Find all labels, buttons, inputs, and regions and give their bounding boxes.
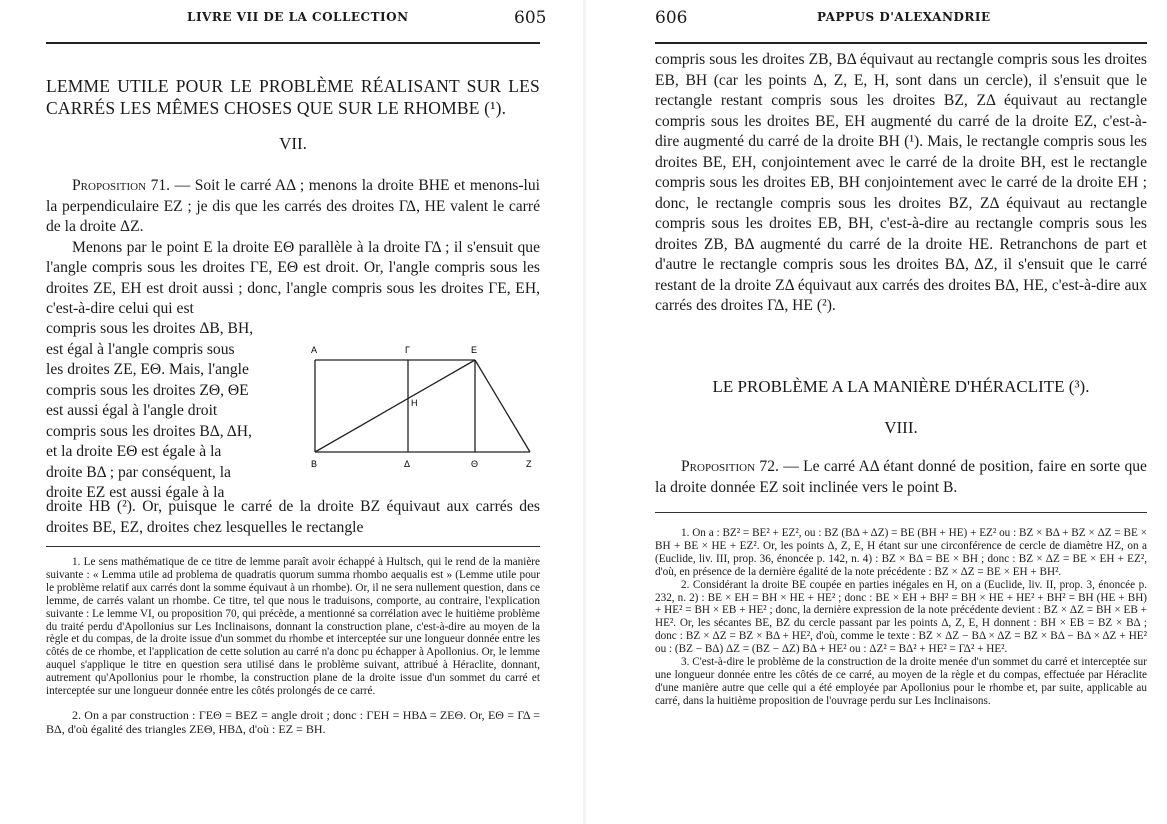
right-text-top (655, 50, 1147, 317)
running-head-left: LIVRE VII DE LA COLLECTION (187, 10, 409, 24)
section-number-vii: VII. (279, 134, 307, 153)
label-e: E (471, 345, 478, 355)
label-z: Z (526, 459, 532, 469)
left-text-bottom (46, 497, 540, 538)
wrap-line: les droites ZE, EΘ. Mais, l'angle (46, 361, 249, 378)
prop-71-label: Proposition 71. (72, 177, 171, 194)
wrap-line: et la droite EΘ est égale à la (46, 443, 222, 460)
wrap-line: compris sous les droites ΔB, BH, (46, 320, 254, 337)
wrap-line: compris sous les droites ZΘ, ΘE (46, 381, 249, 399)
footnote-rule-left (46, 546, 540, 547)
prop-72-text: — Le carré AΔ étant donné de position, faire en sorte que la droite donnée EZ soit inclinée vers le point B. (655, 458, 1147, 496)
page-number-right: 606 (655, 8, 688, 28)
label-delta: Δ (404, 459, 411, 469)
para-2-top: Menons par le point E la droite EΘ parallèle à la droite ΓΔ ; il s'ensuit que l'angle compris sous les droites ΓE, EΘ est droit. Or, l'angle compris sous les droites ZE, EH est droit aussi ; donc, l'angle compris sous les droites ΓE, EH, c'est-à-dire celui qui est (46, 238, 540, 317)
line-b-h-e (315, 360, 475, 452)
footnotes-right (655, 527, 1147, 708)
label-h: H (411, 398, 418, 408)
footnote-1-right: 1. On a : BZ² = BE² + EZ², ou : BZ (BΔ + ΔZ) = BE (BH + HE) + EZ² ou : BZ × BΔ + BZ × ΔZ = BE × BH + BE × HE + EZ². Or, les points Δ, Z, E, H étant sur une circonférence de cercle de diamètre HZ, on a (Euclide, liv. III, prop. 36, énoncée p. 142, n. 4) : BZ × BΔ = BE × BH ; donc : BZ × ΔZ = BE × EH + EZ², d'où, en présence de la dernière égalité de la note précédente : BZ × ΔZ = BE × EH + BH². (655, 527, 1147, 578)
prop-72-label: Proposition 72. (681, 458, 779, 475)
footnote-3-right: 3. C'est-à-dire le problème de la construction de la droite menée d'un sommet du carré et interceptée sur une longueur donnée entre les côtés de ce carré, au moyen de la règle et du compas, effectuée par Héraclite d'une manière autre que celle qui a été employée par Apollonius pour le rhombe et, par suite, applicable au carré, dans la huitième proposition de l'ouvrage perdu sur Les Inclinaisons. (655, 656, 1147, 707)
footnote-1-left: 1. Le sens mathématique de ce titre de lemme paraît avoir échappé à Hultsch, qui le rend de la manière suivante : « Lemma utile ad problema de quadratis quorum summa rhombo aequalis est » (Lemme utile pour le problème relatif aux carrés dont la somme équivaut à un rhombe). Or, il ne sera nullement question, dans ce lemme, de carrés valant un rhombe. Ce titre, tel que nous le traduisons, comporte, au contraire, l'explication suivante : Le lemme VI, ou proposition 70, qui précède, a mentionné sa corrélation avec le huitième problème du traité perdu d'Apollonius sur Les Inclinaisons, donnant la construction plane, c'est-à-dire au moyen de la règle et du compas, de la droite issue d'un sommet du rhombe et interceptée sur une longueur donnée entre les côtés de ce rhombe, et l'application de cette solution au carré n'a donc pu échapper à Apollonius. Or, le lemme auquel s'applique le titre en question sera utilisé dans le problème suivant, attribué à Héraclite, donnant, autrement qu'Apollonius pour le rhombe, la construction plane de la droite issue d'un sommet du carré et interceptée sur une longueur donnée entre les côtés prolongés de ce carré. (46, 556, 540, 698)
line-e-z (475, 360, 530, 452)
running-head-right: PAPPUS D'ALEXANDRIE (817, 10, 991, 24)
label-gamma: Γ (405, 345, 410, 355)
geometry-figure (305, 340, 540, 475)
label-theta: Θ (471, 459, 479, 469)
section-number-viii: VIII. (884, 418, 918, 437)
label-a: A (311, 345, 318, 355)
wrap-line: compris sous les droites BΔ, ΔH, (46, 422, 252, 440)
header-rule-right (655, 42, 1147, 44)
wrap-line: droite EZ est aussi égale à la (46, 484, 225, 501)
para-2-bottom: droite HB (²). Or, puisque le carré de la droite BZ équivaut aux carrés des droites BE, EZ, droites chez lesquelles le rectangle (46, 498, 540, 536)
footnotes-left (46, 556, 540, 736)
left-wrapped-text (46, 319, 282, 504)
left-text-top (46, 176, 540, 320)
wrap-line: droite BΔ ; par conséquent, la (46, 463, 231, 481)
page-number-left: 605 (514, 8, 547, 28)
footnote-2-left: 2. On a par construction : ΓEΘ = BEZ = angle droit ; donc : ΓEH = HBΔ = ZEΘ. Or, EΘ = ΓΔ = BΔ, d'où égalité des triangles ZEΘ, HBΔ, d'où : EZ = BH. (46, 707, 540, 736)
proposition-72 (655, 457, 1147, 498)
right-paragraph: compris sous les droites ZB, BΔ équivaut au rectangle compris sous les droites EB, BH (car les points Δ, Z, E, H, sont dans un cercle), il s'ensuit que le rectangle restant compris sous les droites BZ, ZΔ équivaut au rectangle compris sous les droites BE, EH augmenté du carré de la droite EZ, c'est-à-dire augmenté du carré de la droite BH (¹). Mais, le rectangle compris sous les droites BE, EH, conjointement avec le carré de la droite BH, est le rectangle compris sous les droites EB, BH conjointement avec le carré de la droite EH ; donc, le rectangle compris sous les droites BZ, ZΔ équivaut au rectangle compris sous les droites EB, BH, c'est-à-dire au rectangle compris sous les droites ZB, BΔ augmenté du carré de la droite HE. Retranchons de part et d'autre le rectangle compris sous les droites BΔ, ΔZ, il s'ensuit que le carré restant de la droite ZΔ équivaut aux carrés des droites BΔ, HE, c'est-à-dire aux carrés des droites ΓΔ, HE (²). (655, 51, 1147, 314)
header-rule-left (46, 42, 540, 44)
prop-71-text: — Soit le carré AΔ ; menons la droite BHE et menons-lui la perpendiculaire EZ ; je dis que les carrés des droites ΓΔ, HE valent le carré de la droite ΔZ. (46, 177, 540, 235)
footnote-2-right: 2. Considérant la droite BE coupée en parties inégales en H, on a (Euclide, liv. II, prop. 3, énoncée p. 232, n. 2) : BE × EH = BH × HE + HE² ; donc : BE × EH + BH² = BH × HE + HE² + BH² = BH (HE + BH) + HE² = BH × EB + HE² ; donc, la dernière expression de la note précédente devient : BZ × ΔZ = BH × EB + HE². Or, les sécantes BE, BZ du cercle passant par les points Δ, Z, E, H donnent : BH × EB = BZ × BΔ ; donc : BZ × ΔZ = BZ × BΔ + HE², d'où, comme le texte : BZ × ΔZ − BΔ × ΔZ = BZ × BΔ − BΔ × ΔZ + HE² ou : (BZ − BΔ) ΔZ = (BZ − ΔZ) BΔ + HE² ou : ΔZ² = BΔ² + HE² = ΓΔ² + HE². (655, 578, 1147, 656)
wrap-line: est aussi égal à l'angle droit (46, 402, 218, 419)
footnote-rule-right (655, 512, 1147, 513)
lemma-title: LEMME UTILE POUR LE PROBLÈME RÉALISANT SUR LES CARRÉS LES MÊMES CHOSES QUE SUR LE RHOMBE (¹). (46, 76, 540, 118)
label-b: B (311, 459, 318, 469)
right-page (585, 0, 1167, 824)
problem-title: LE PROBLÈME A LA MANIÈRE D'HÉRACLITE (³). (712, 377, 1090, 396)
wrap-line: est égal à l'angle compris sous (46, 340, 235, 358)
proposition-71 (46, 176, 540, 238)
